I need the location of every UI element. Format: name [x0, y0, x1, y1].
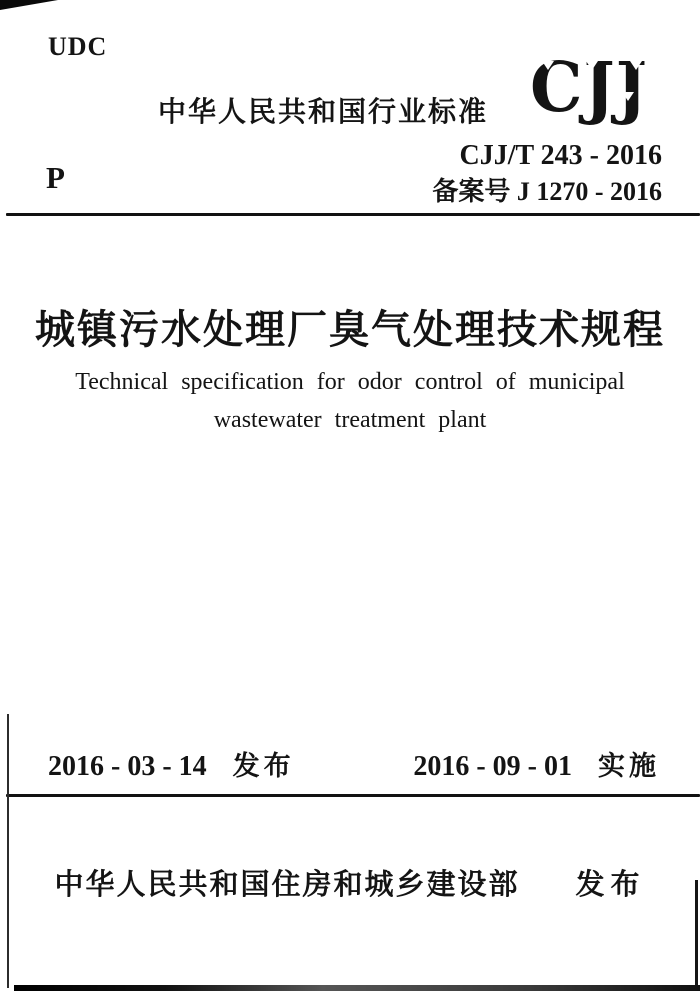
- scan-right-edge-line: [695, 880, 698, 991]
- scan-corner-mark: [0, 0, 58, 10]
- scan-left-edge-line: [7, 714, 9, 988]
- implementation-date-group: [413, 744, 660, 783]
- logo-bevel-icon: [552, 92, 564, 101]
- logo-bevel-icon: [586, 61, 598, 70]
- logo-bevel-icon: [622, 92, 634, 101]
- implementation-label: 实施: [598, 751, 660, 781]
- classification-code: P: [46, 160, 65, 195]
- standard-number: CJJ/T 243 - 2016: [459, 140, 662, 171]
- cjj-logo: [530, 46, 662, 128]
- issue-date-group: [48, 744, 295, 783]
- publisher-row: [0, 862, 700, 903]
- publish-action-label: 发布: [575, 869, 646, 901]
- cjj-logo-text: CJJ: [530, 46, 648, 128]
- dates-row: [48, 744, 660, 783]
- logo-bevel-icon: [578, 92, 590, 101]
- issue-date: 2016 - 03 - 14: [48, 751, 207, 782]
- udc-label: UDC: [48, 32, 108, 61]
- standard-category-title: 中华人民共和国行业标准: [158, 96, 489, 127]
- standard-title-english-line2: wastewater treatment plant: [213, 407, 487, 433]
- standard-title-english-line1: Technical specification for odor control of municipal: [75, 369, 625, 395]
- record-number: 备案号 J 1270 - 2016: [432, 177, 662, 206]
- logo-bevel-icon: [542, 61, 554, 70]
- scan-bottom-bar: [14, 985, 700, 991]
- bottom-divider-rule: [6, 794, 700, 797]
- implementation-date: 2016 - 09 - 01: [413, 751, 572, 782]
- issue-label: 发布: [232, 751, 295, 781]
- logo-bevel-icon: [630, 61, 642, 70]
- standard-title-chinese: 城镇污水处理厂臭气处理技术规程: [35, 307, 665, 352]
- top-divider-rule: [6, 213, 700, 216]
- publisher-name: 中华人民共和国住房和城乡建设部: [54, 869, 520, 901]
